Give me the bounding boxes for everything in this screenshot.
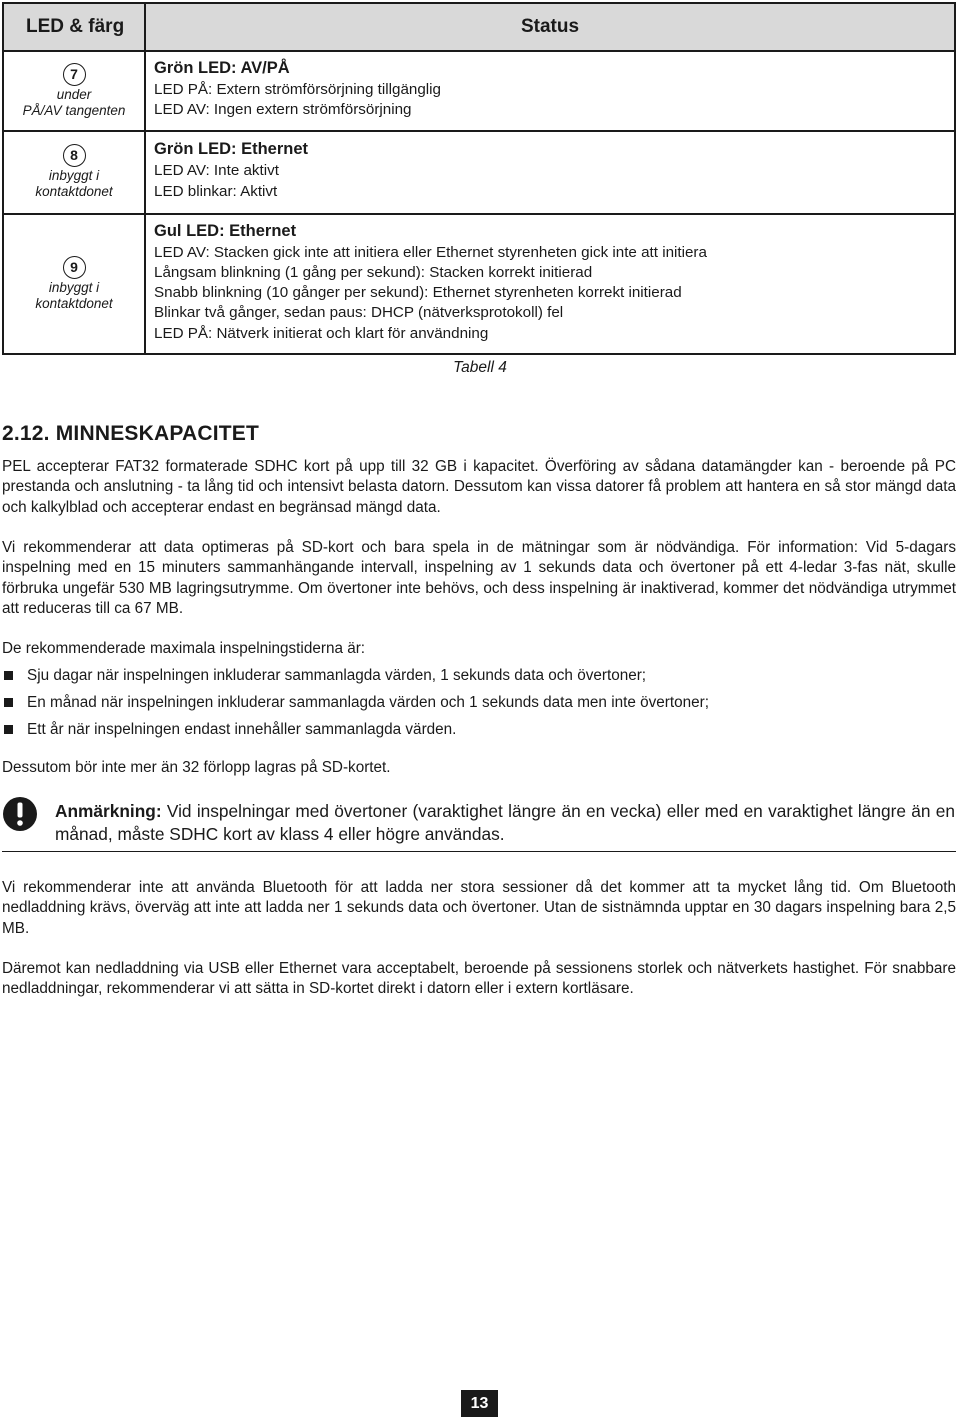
list-item-text: Sju dagar när inspelningen inkluderar sammanlagda värden, 1 sekunds data och övertoner; — [27, 667, 647, 684]
status-cell — [145, 51, 955, 131]
status-line: LED PÅ: Nätverk initierat och klart för användning — [154, 324, 489, 342]
paragraph: PEL accepterar FAT32 formaterade SDHC kort på upp till 32 GB i kapacitet. Överföring av sådana datamängder kan - beroende på PC prestanda och anslutning - ta lång tid och intensivt belasta datorn. Dessutom kan vissa datorer få problem att hantera en så stor mängd data och kalkylblad och accepterar endast en begränsad mängd data. — [2, 458, 956, 516]
page-number: 13 — [461, 1390, 498, 1417]
table-header-led: LED & färg — [3, 3, 145, 51]
led-number-badge: 8 — [63, 144, 86, 167]
led-cell — [3, 131, 145, 214]
status-line: Långsam blinkning (1 gång per sekund): Stacken korrekt initierad — [154, 263, 593, 281]
status-title: Gul LED: Ethernet — [154, 221, 297, 240]
note-text: Vid inspelningar med övertoner (varaktighet längre än en vecka) eller med en varaktighet längre än en månad, måste SDHC kort av klass 4 eller högre användas. — [55, 801, 955, 844]
status-cell — [145, 131, 955, 214]
led-cell — [3, 214, 145, 354]
divider — [2, 851, 956, 852]
table-caption: Tabell 4 — [453, 359, 507, 376]
square-bullet-icon — [4, 671, 13, 680]
led-location: kontaktdonet — [35, 295, 113, 311]
status-line: LED AV: Stacken gick inte att initiera eller Ethernet styrenheten gick inte att initiera — [154, 243, 707, 261]
paragraph: Dessutom bör inte mer än 32 förlopp lagras på SD-kortet. — [2, 759, 391, 776]
section-heading: 2.12. MINNESKAPACITET — [2, 422, 260, 445]
status-line: Blinkar två gånger, sedan paus: DHCP (nätverksprotokoll) fel — [154, 304, 564, 322]
status-line: LED PÅ: Extern strömförsörjning tillgänglig — [154, 81, 441, 98]
led-location: inbyggt i — [48, 168, 100, 184]
status-cell — [145, 214, 955, 354]
led-location: kontaktdonet — [35, 184, 113, 200]
table-row — [3, 214, 955, 354]
led-location: under — [56, 86, 92, 102]
square-bullet-icon — [4, 725, 13, 734]
led-status-table — [2, 2, 956, 355]
paragraph: De rekommenderade maximala inspelningstiderna är: — [2, 640, 366, 657]
note — [55, 800, 955, 845]
table-header-status: Status — [145, 3, 955, 51]
led-location: inbyggt i — [48, 279, 100, 295]
status-line: LED blinkar: Aktivt — [154, 182, 278, 200]
list-item — [2, 716, 956, 743]
led-number-badge: 7 — [63, 63, 86, 86]
table-header-row — [3, 3, 955, 51]
status-line: LED AV: Inte aktivt — [154, 162, 279, 180]
paragraph: Vi rekommenderar inte att använda Bluetooth för att ladda ner stora sessioner då det kommer att ta mycket lång tid. Om Bluetooth nedladdning krävs, överväg att inte att ladda ner 1 sekunds data och övertoner. Utan de sistnämnda upptar en 30 dagars inspelning bara 2,5 MB. — [2, 879, 956, 937]
paragraph: Däremot kan nedladdning via USB eller Ethernet vara acceptabelt, beroende på sessionens storlek och nätverkets hastighet. För snabbare nedladdningar, rekommenderar vi att sätta in SD-kortet direkt i datorn eller i extern kortläsare. — [2, 960, 956, 998]
status-title: Grön LED: Ethernet — [154, 140, 309, 159]
led-cell — [3, 51, 145, 131]
note-label: Anmärkning: — [55, 801, 162, 821]
led-location: PÅ/AV tangenten — [22, 102, 126, 118]
led-number-badge: 9 — [63, 256, 86, 279]
list-item — [2, 689, 956, 716]
list-item — [2, 662, 956, 689]
table-row — [3, 131, 955, 214]
status-line: Snabb blinkning (10 gånger per sekund): Ethernet styrenheten korrekt initierad — [154, 284, 682, 302]
status-title: Grön LED: AV/PÅ — [154, 59, 290, 77]
list-item-text: Ett år när inspelningen endast innehåller sammanlagda värden. — [27, 721, 457, 738]
warning-exclamation-icon — [2, 796, 38, 832]
paragraph: Vi rekommenderar att data optimeras på SD-kort och bara spela in de mätningar som är nödvändiga. För information: Vid 5-dagars inspelning med en 15 minuters sammanhängande intervall, inspelning av 1 sekunds data och övertoner på ett 4-ledar 3-fas nät, skulle förbruka ungefär 530 MB lagringsutrymme. Om övertoner inte behövs, och dess inspelning är inaktiverad, kommer det nödvändiga utrymmet att reduceras till ca 67 MB. — [2, 539, 956, 617]
status-line: LED AV: Ingen extern strömförsörjning — [154, 101, 412, 119]
recording-time-list — [2, 662, 956, 743]
square-bullet-icon — [4, 698, 13, 707]
list-item-text: En månad när inspelningen inkluderar sammanlagda värden och 1 sekunds data men inte övertoner; — [27, 694, 709, 711]
table-row — [3, 51, 955, 131]
